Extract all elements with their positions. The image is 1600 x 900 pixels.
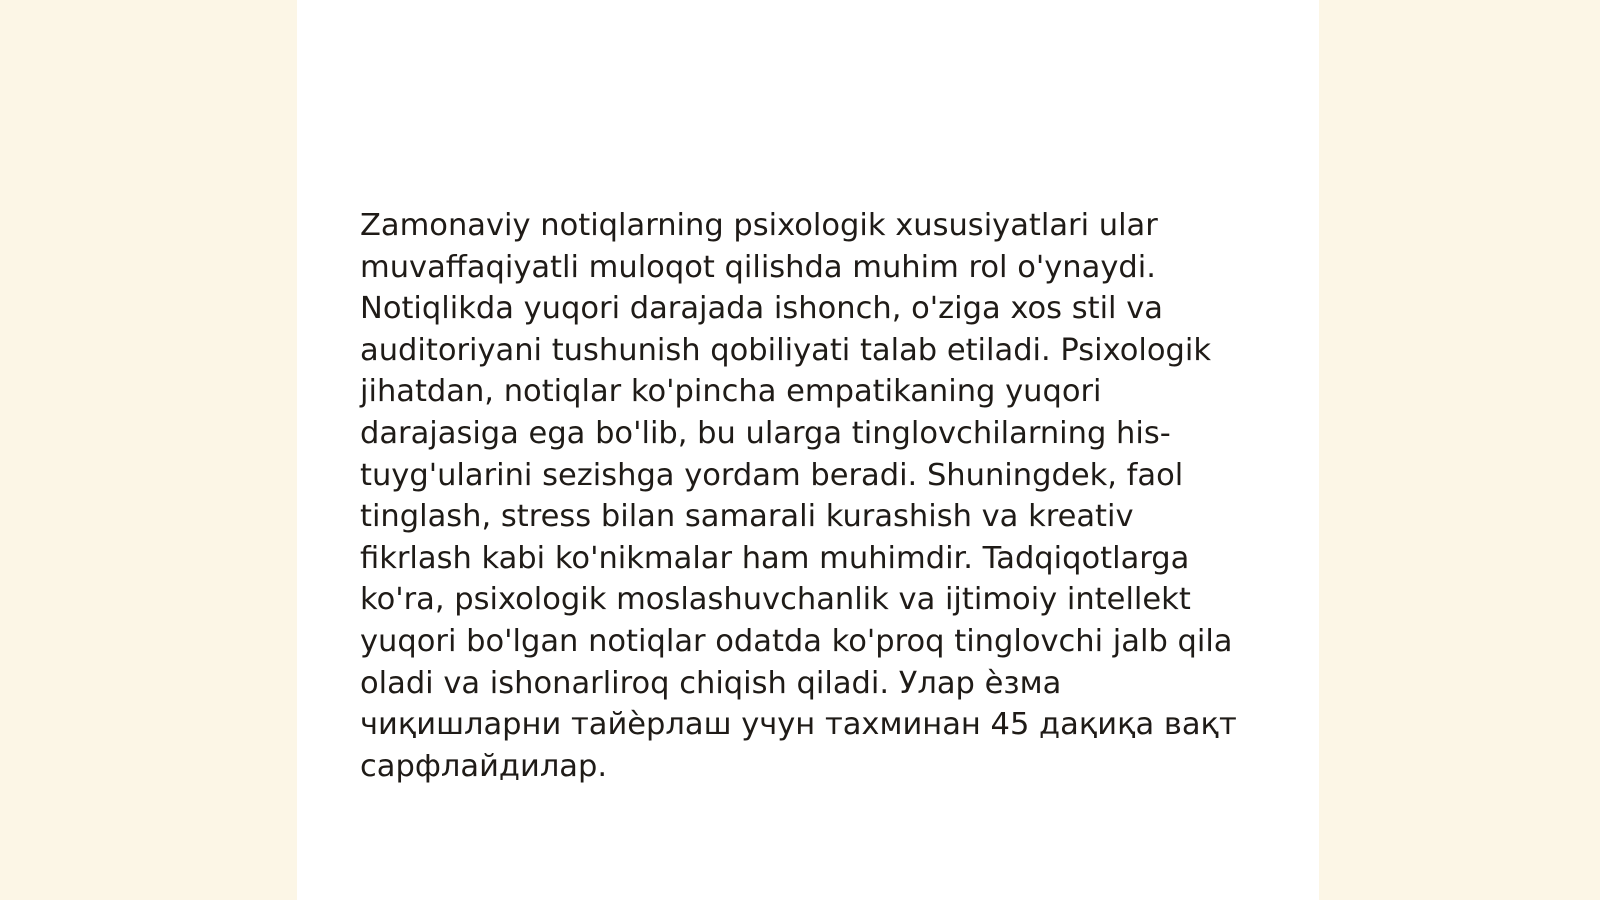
document-page: [297, 0, 1319, 900]
body-paragraph: Zamonaviy notiqlarning psixologik xususiyatlari ular muvaffaqiyatli muloqot qilishda muhim rol o'ynaydi. Notiqlikda yuqori darajada ishonch, o'ziga xos stil va auditoriyani tushunish qobiliyati talab etiladi. Psixologik jihatdan, notiqlar ko'pincha empatikaning yuqori darajasiga ega bo'lib, bu ularga tinglovchilarning his-tuyg'ularini sezishga yordam beradi. Shuningdek, faol tinglash, stress bilan samarali kurashish va kreativ fikrlash kabi ko'nikmalar ham muhimdir. Tadqiqotlarga ko'ra, psixologik moslashuvchanlik va ijtimoiy intellekt yuqori bo'lgan notiqlar odatda ko'proq tinglovchi jalb qila oladi va ishonarliroq chiqish qiladi. Улар ѐзма чиқишларни тайѐрлаш учун тахминан 45 дақиқа вақт сарфлайдилар.: [360, 208, 1237, 784]
